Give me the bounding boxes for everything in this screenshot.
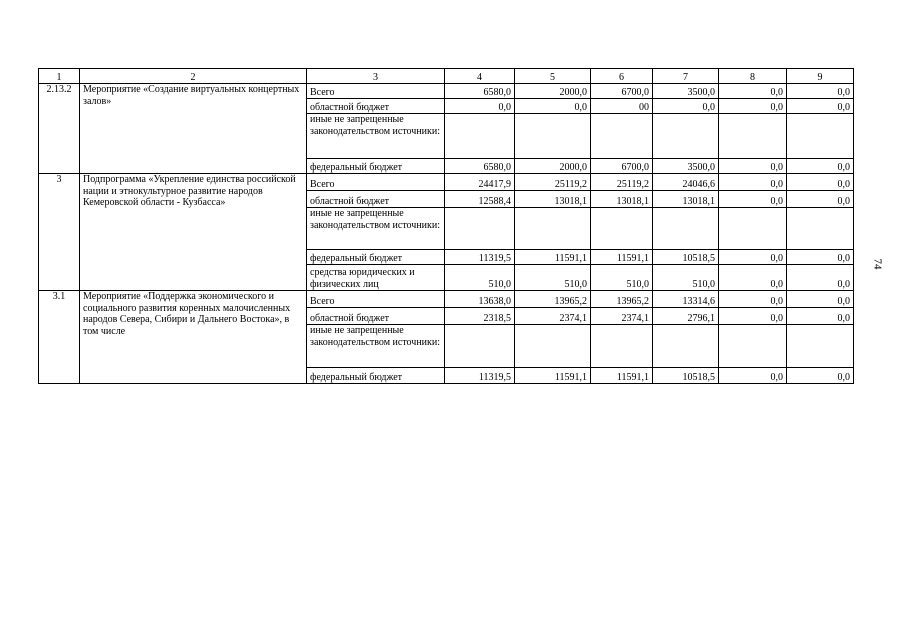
header-cell: 1	[39, 69, 80, 84]
value-cell: 2374,1	[591, 308, 653, 325]
value-cell: 25119,2	[591, 174, 653, 191]
value-cell: 13018,1	[653, 191, 719, 208]
table-row	[39, 84, 854, 99]
value-cell: 510,0	[515, 265, 591, 291]
value-cell	[653, 114, 719, 159]
value-cell: 0,0	[719, 368, 787, 384]
source-label: средства юридических и физических лиц	[307, 265, 445, 291]
value-cell: 24417,9	[445, 174, 515, 191]
header-cell: 6	[591, 69, 653, 84]
value-cell	[787, 208, 854, 250]
value-cell: 2000,0	[515, 159, 591, 174]
value-cell	[653, 325, 719, 368]
value-cell: 11591,1	[515, 250, 591, 265]
value-cell: 3500,0	[653, 84, 719, 99]
value-cell: 510,0	[445, 265, 515, 291]
value-cell: 13965,2	[591, 291, 653, 308]
header-cell: 8	[719, 69, 787, 84]
value-cell: 0,0	[787, 99, 854, 114]
item-name: Мероприятие «Поддержка экономического и социального развития коренных малочисленных народов Севера, Сибири и Дальнего Востока», в том числе	[80, 291, 307, 384]
source-label: иные не запрещенные законодательством источники:	[307, 114, 445, 159]
value-cell: 0,0	[719, 84, 787, 99]
value-cell: 0,0	[719, 191, 787, 208]
value-cell: 25119,2	[515, 174, 591, 191]
value-cell: 6700,0	[591, 159, 653, 174]
header-cell: 7	[653, 69, 719, 84]
value-cell: 2374,1	[515, 308, 591, 325]
item-code: 2.13.2	[39, 84, 80, 174]
value-cell: 2796,1	[653, 308, 719, 325]
page-number: 74	[871, 258, 884, 270]
table-row	[39, 291, 854, 308]
value-cell: 13314,6	[653, 291, 719, 308]
value-cell: 12588,4	[445, 191, 515, 208]
value-cell: 0,0	[719, 99, 787, 114]
value-cell: 6700,0	[591, 84, 653, 99]
value-cell: 0,0	[787, 291, 854, 308]
value-cell: 0,0	[515, 99, 591, 114]
value-cell: 0,0	[787, 159, 854, 174]
value-cell	[515, 208, 591, 250]
value-cell: 6580,0	[445, 84, 515, 99]
source-label: областной бюджет	[307, 191, 445, 208]
source-label: областной бюджет	[307, 99, 445, 114]
value-cell	[445, 114, 515, 159]
item-name: Подпрограмма «Укрепление единства российской нации и этнокультурное развитие народов Кемеровской области - Кузбасса»	[80, 174, 307, 291]
value-cell: 11319,5	[445, 368, 515, 384]
value-cell: 24046,6	[653, 174, 719, 191]
source-label: иные не запрещенные законодательством источники:	[307, 325, 445, 368]
source-label: Всего	[307, 291, 445, 308]
source-label: федеральный бюджет	[307, 368, 445, 384]
value-cell	[591, 114, 653, 159]
value-cell: 0,0	[719, 265, 787, 291]
header-cell: 3	[307, 69, 445, 84]
value-cell: 11591,1	[515, 368, 591, 384]
value-cell: 10518,5	[653, 250, 719, 265]
value-cell: 0,0	[719, 159, 787, 174]
value-cell	[591, 325, 653, 368]
value-cell: 0,0	[719, 174, 787, 191]
value-cell: 13638,0	[445, 291, 515, 308]
value-cell	[515, 114, 591, 159]
value-cell: 2318,5	[445, 308, 515, 325]
value-cell: 0,0	[653, 99, 719, 114]
value-cell: 0,0	[787, 265, 854, 291]
value-cell	[515, 325, 591, 368]
value-cell	[787, 325, 854, 368]
source-label: федеральный бюджет	[307, 159, 445, 174]
value-cell	[787, 114, 854, 159]
value-cell: 0,0	[787, 308, 854, 325]
header-cell: 9	[787, 69, 854, 84]
source-label: Всего	[307, 84, 445, 99]
item-name: Мероприятие «Создание виртуальных концертных залов»	[80, 84, 307, 174]
header-cell: 2	[80, 69, 307, 84]
value-cell: 0,0	[445, 99, 515, 114]
value-cell: 13018,1	[591, 191, 653, 208]
header-row	[39, 69, 854, 84]
header-cell: 5	[515, 69, 591, 84]
table-row	[39, 174, 854, 191]
item-code: 3	[39, 174, 80, 291]
value-cell: 0,0	[787, 191, 854, 208]
value-cell: 510,0	[591, 265, 653, 291]
value-cell: 0,0	[787, 84, 854, 99]
item-code: 3.1	[39, 291, 80, 384]
budget-table	[38, 68, 854, 384]
value-cell: 0,0	[787, 368, 854, 384]
value-cell: 11591,1	[591, 368, 653, 384]
value-cell: 13018,1	[515, 191, 591, 208]
value-cell: 11319,5	[445, 250, 515, 265]
value-cell: 10518,5	[653, 368, 719, 384]
source-label: федеральный бюджет	[307, 250, 445, 265]
value-cell: 0,0	[787, 250, 854, 265]
value-cell: 13965,2	[515, 291, 591, 308]
value-cell	[591, 208, 653, 250]
value-cell: 0,0	[719, 291, 787, 308]
value-cell: 0,0	[719, 250, 787, 265]
value-cell: 510,0	[653, 265, 719, 291]
value-cell: 2000,0	[515, 84, 591, 99]
value-cell: 00	[591, 99, 653, 114]
value-cell	[719, 114, 787, 159]
value-cell	[719, 325, 787, 368]
value-cell: 6580,0	[445, 159, 515, 174]
header-cell: 4	[445, 69, 515, 84]
source-label: иные не запрещенные законодательством источники:	[307, 208, 445, 250]
value-cell: 0,0	[787, 174, 854, 191]
value-cell: 3500,0	[653, 159, 719, 174]
source-label: областной бюджет	[307, 308, 445, 325]
value-cell: 0,0	[719, 308, 787, 325]
source-label: Всего	[307, 174, 445, 191]
value-cell	[445, 325, 515, 368]
value-cell	[653, 208, 719, 250]
value-cell: 11591,1	[591, 250, 653, 265]
value-cell	[719, 208, 787, 250]
value-cell	[445, 208, 515, 250]
